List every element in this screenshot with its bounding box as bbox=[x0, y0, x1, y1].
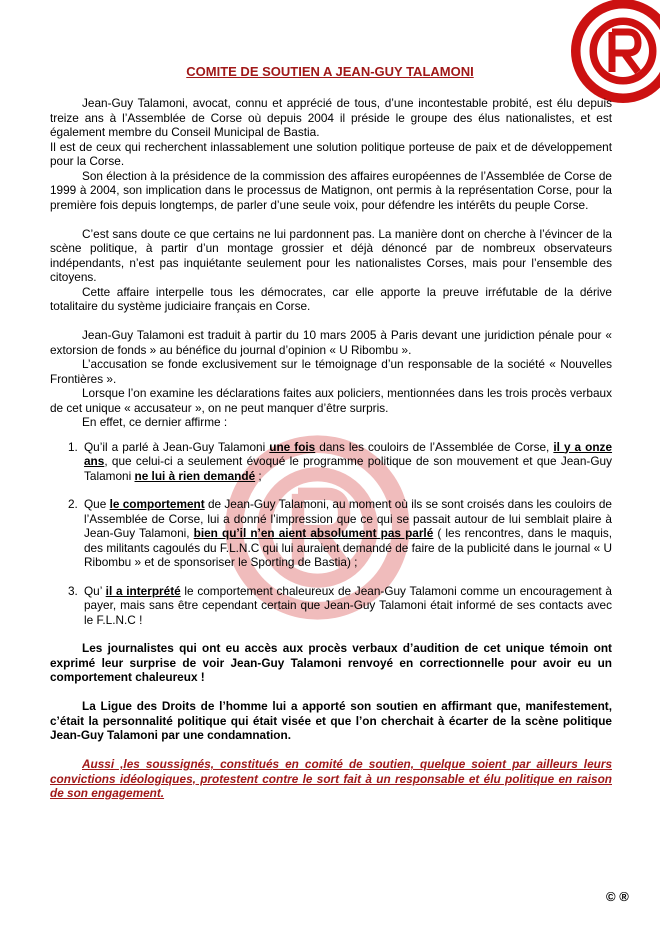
emphasis: le comportement bbox=[109, 497, 205, 511]
paragraph: Jean-Guy Talamoni, avocat, connu et apprécié de tous, d’une incontestable probité, est élu depuis treize ans à l’Assemblée de Corse où depuis 2004 il préside le groupe des élus nationalistes, et est également membre du Conseil Municipal de Bastia. bbox=[50, 96, 612, 139]
text: dans les couloirs de l’Assemblée de Corse, bbox=[315, 439, 554, 454]
text: le comportement chaleureux de Jean-Guy Talamoni comme un encouragement à payer, mais sans être cependant certain que Jean-Guy Talamoni était informé de ses contacts avec le F.L.N.C ! bbox=[84, 583, 612, 627]
text: , que celui-ci a seulement évoqué le programme politique de son mouvement et que Jean-Guy Talamoni bbox=[84, 454, 612, 483]
closing-statement: Aussi ,les soussignés, constitués en comité de soutien, quelque soient par ailleurs leurs convictions idéologiques, protestent contre le sort fait à un responsable et élu politique en raison de son engagement. bbox=[50, 757, 612, 800]
paragraph: Cette affaire interpelle tous les démocrates, car elle apporte la preuve irréfutable de la dérive totalitaire du système judiciaire français en Corse. bbox=[50, 284, 612, 313]
text: de Jean-Guy Talamoni, au moment où ils se sont croisés dans les couloirs de l’Assemblée de Corse, lui a donné l’impression que ce qui se passait autour de lui semblait plaire à Jean-Guy Talamoni, bbox=[84, 497, 612, 540]
document-body bbox=[50, 96, 612, 801]
paragraph: Lorsque l’on examine les déclarations faites aux policiers, mentionnées dans les trois procès verbaux de cet unique « accusateur », on ne peut manquer d’être surpris. bbox=[50, 386, 612, 415]
copyright-mark: © ® bbox=[606, 889, 629, 904]
text: Que bbox=[84, 497, 110, 511]
text: Qu’il a parlé à Jean-Guy Talamoni bbox=[84, 439, 270, 454]
bold-paragraph: Les journalistes qui ont eu accès aux procès verbaux d’audition de cet unique témoin ont exprimé leur surprise de voir Jean-Guy Talamoni renvoyé en correctionnelle pour avoir eu un comportement chaleureux ! bbox=[50, 641, 612, 684]
list-item bbox=[50, 584, 612, 628]
list-number: 2. bbox=[68, 497, 78, 511]
paragraph: En effet, ce dernier affirme : bbox=[82, 415, 228, 429]
paragraph: Il est de ceux qui recherchent inlassablement une solution politique porteuse de paix et de développement pour la Corse. bbox=[50, 139, 612, 168]
paragraph: L’accusation se fonde exclusivement sur le témoignage d’un responsable de la société « Nouvelles Frontières ». bbox=[50, 357, 612, 386]
emphasis: ne lui à rien demandé bbox=[134, 468, 256, 483]
page-title: COMITE DE SOUTIEN A JEAN-GUY TALAMONI bbox=[186, 64, 474, 79]
paragraph: Jean-Guy Talamoni est traduit à partir du 10 mars 2005 à Paris devant une juridiction pénale pour « extorsion de fonds » au bénéfice du journal d’opinion « U Ribombu ». bbox=[50, 328, 612, 357]
list-item bbox=[50, 440, 612, 484]
list-number: 1. bbox=[68, 439, 78, 454]
text: Qu’ bbox=[84, 583, 106, 598]
emphasis: il a interprété bbox=[105, 583, 181, 598]
list-number: 3. bbox=[68, 583, 78, 598]
emphasis: une fois bbox=[269, 439, 316, 454]
list-item bbox=[50, 497, 612, 570]
claims-list bbox=[50, 440, 612, 628]
paragraph: Son élection à la présidence de la commission des affaires européennes de l’Assemblée de Corse de 1999 à 2004, son implication dans le processus de Matignon, ont permis à la représentation Corse, pour la première fois depuis longtemps, de parler d’une seule voix, pour défendre les intérêts du peuple Corse. bbox=[50, 168, 612, 212]
emphasis: il y a onze ans bbox=[84, 439, 613, 468]
emphasis: bien qu’il n’en aient absolument pas parlé bbox=[193, 526, 434, 540]
r-logo-icon bbox=[568, 0, 660, 106]
bold-paragraph: La Ligue des Droits de l’homme lui a apporté son soutien en affirmant que, manifestement, c’était la personnalité politique qui était visée et que l’on cherchait à écarter de la scène politique Jean-Guy Talamoni par une condamnation. bbox=[50, 699, 612, 742]
text: ( les rencontres, dans le maquis, des militants cagoulés du F.L.N.C qui lui auraient demandé de faire de la publicité dans le journal « U Ribombu » et de sponsoriser le Sporting de Bastia) ; bbox=[84, 526, 612, 569]
text: ; bbox=[255, 468, 262, 483]
paragraph: C’est sans doute ce que certains ne lui pardonnent pas. La manière dont on cherche à l’évincer de la scène politique, à partir d’un montage grossier et déjà dénoncé par de nombreux observateurs indépendants, n’est pas inquiétante seulement pour les nationalistes Corses, mais pour l’ensemble des citoyens. bbox=[50, 226, 612, 284]
